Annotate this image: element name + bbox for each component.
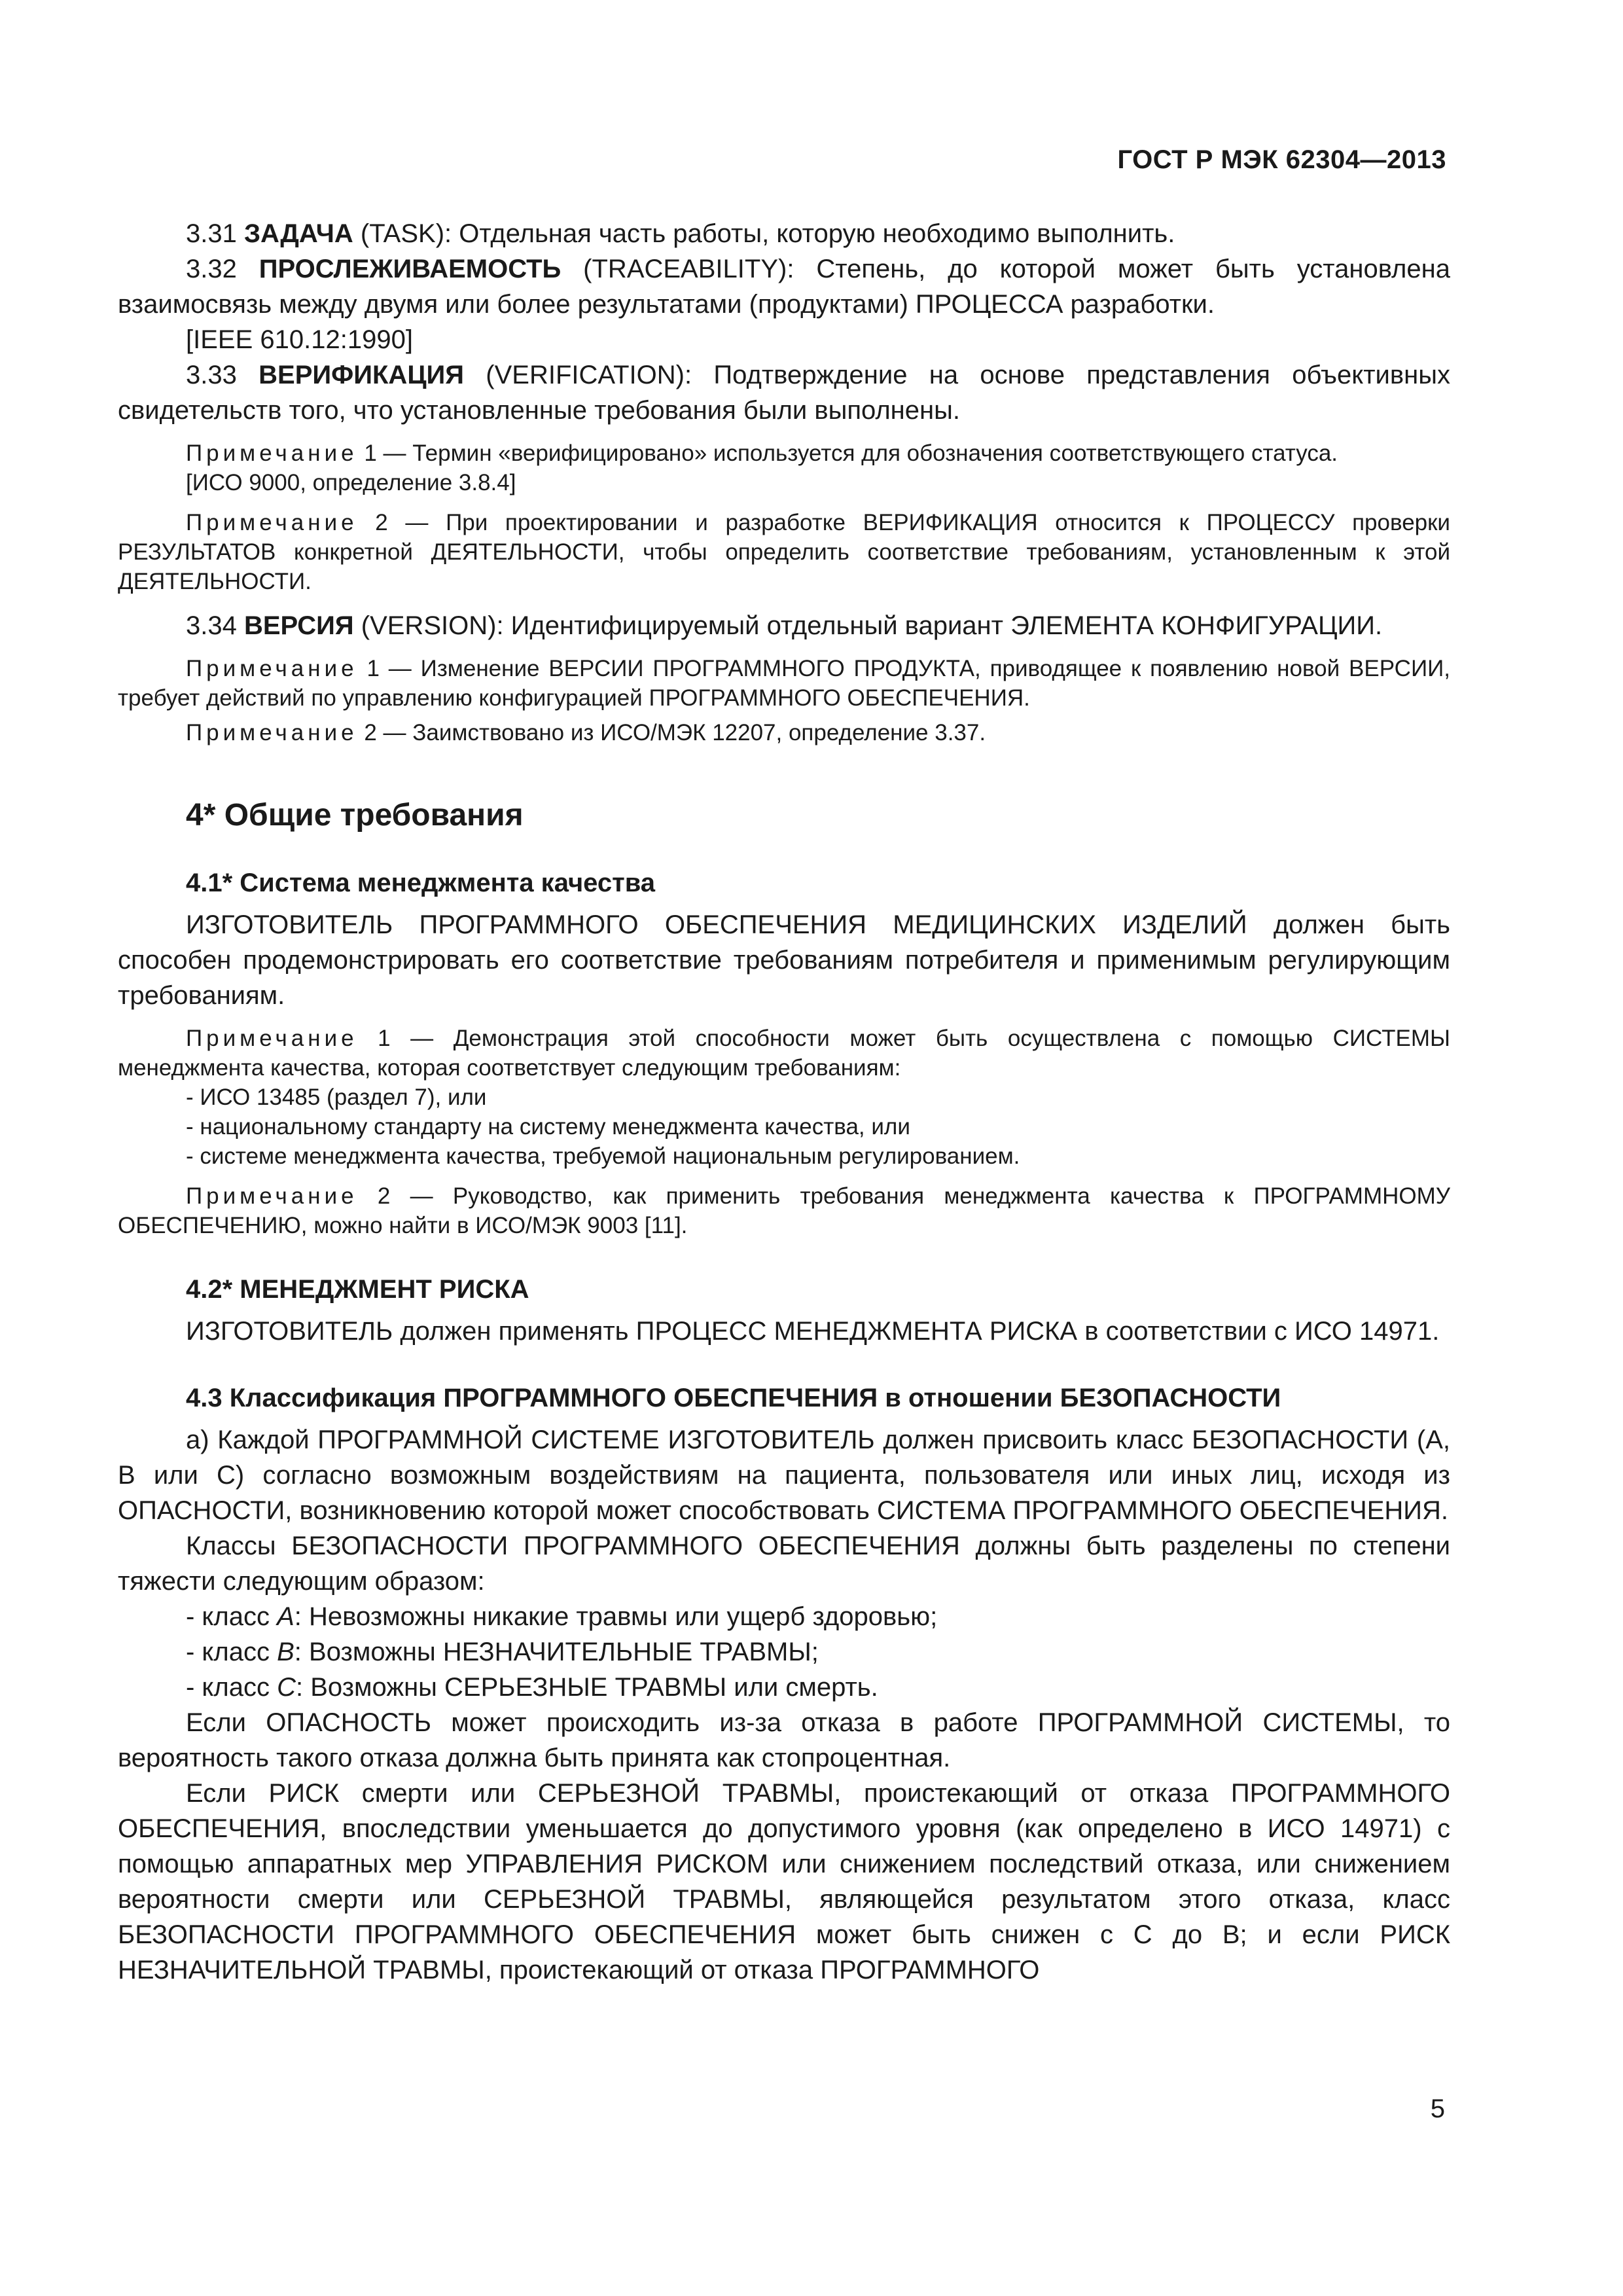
note-text [118, 439, 1450, 468]
term-3-32 [118, 251, 1450, 322]
term-name: ВЕРИФИКАЦИЯ [259, 361, 465, 389]
note-text [118, 1181, 1450, 1240]
note [118, 439, 1450, 497]
note-label: Примечание [186, 1026, 358, 1051]
note-body: 1 — Демонстрация этой способности может быть осуществлена с помощью СИСТЕМЫ менеджмента качества, которая соответствует следующим требованиям: [118, 1026, 1450, 1081]
class-letter: A [277, 1602, 294, 1631]
term-number: 3.31 [186, 219, 237, 248]
note-body: 2 — Заимствовано из ИСО/МЭК 12207, определение 3.37. [357, 720, 986, 745]
note-body: 1 — Изменение ВЕРСИИ ПРОГРАММНОГО ПРОДУКТА, приводящее к появлению новой ВЕРСИИ, требует действий по управлению конфигурацией ПРОГРАММНОГО ОБЕСПЕЧЕНИЯ. [118, 656, 1450, 711]
note [118, 508, 1450, 596]
class-letter: B [277, 1638, 294, 1666]
term-english: (TASK) [360, 219, 445, 248]
term-definition: : Подтверждение на основе представления объективных свидетельств того, что установленные требования были выполнены. [118, 361, 1450, 425]
class-prefix: - класс [186, 1638, 277, 1666]
class-list-item [118, 1670, 1450, 1705]
paragraph: ИЗГОТОВИТЕЛЬ должен применять ПРОЦЕСС МЕНЕДЖМЕНТА РИСКА в соответствии с ИСО 14971. [186, 1317, 1440, 1346]
note-body: 2 — При проектировании и разработке ВЕРИФИКАЦИЯ относится к ПРОЦЕССУ проверки РЕЗУЛЬТАТОВ конкретной ДЕЯТЕЛЬНОСТИ, чтобы определить соответствие требованиям, установленным к этой ДЕЯТЕЛЬНОСТИ. [118, 510, 1450, 594]
class-description: : Возможны НЕЗНАЧИТЕЛЬНЫЕ ТРАВМЫ; [294, 1638, 819, 1666]
note-text [118, 654, 1450, 713]
class-prefix: - класс [186, 1602, 277, 1631]
note [118, 718, 1450, 747]
paragraph: а) Каждой ПРОГРАММНОЙ СИСТЕМЕ ИЗГОТОВИТЕЛЬ должен присвоить класс БЕЗОПАСНОСТИ (A, B или C) согласно возможным воздействиям на пациента, пользователя или иных лиц, исходя из ОПАСНОСТИ, возникновению которой может способствовать СИСТЕМА ПРОГРАММНОГО ОБЕСПЕЧЕНИЯ. [118, 1426, 1450, 1525]
note-list-item: - национальному стандарту на систему менеджмента качества, или [186, 1114, 910, 1139]
term-number: 3.32 [186, 255, 237, 283]
note [118, 654, 1450, 713]
note-text [118, 718, 1450, 747]
term-definition: : Степень, до которой может быть установлена взаимосвязь между двумя или более результатами (продуктами) ПРОЦЕССА разработки. [118, 255, 1450, 319]
term-name: ВЕРСИЯ [243, 611, 354, 640]
term-3-33 [118, 357, 1450, 428]
class-description: : Возможны СЕРЬЕЗНЫЕ ТРАВМЫ или смерть. [295, 1673, 878, 1702]
paragraph: Классы БЕЗОПАСНОСТИ ПРОГРАММНОГО ОБЕСПЕЧЕНИЯ должны быть разделены по степени тяжести следующим образом: [118, 1532, 1450, 1596]
term-definition: : Идентифицируемый отдельный вариант ЭЛЕМЕНТА КОНФИГУРАЦИИ. [496, 611, 1383, 640]
section-heading: 4* Общие требования [186, 798, 524, 833]
note [118, 1181, 1450, 1240]
term-definition: : Отдельная часть работы, которую необходимо выполнить. [444, 219, 1175, 248]
paragraph: Если ОПАСНОСТЬ может происходить из-за отказа в работе ПРОГРАММНОЙ СИСТЕМЫ, то вероятность такого отказа должна быть принята как стопроцентная. [118, 1708, 1450, 1772]
paragraph: Если РИСК смерти или СЕРЬЕЗНОЙ ТРАВМЫ, проистекающий от отказа ПРОГРАММНОГО ОБЕСПЕЧЕНИЯ, впоследствии уменьшается до допустимого уровня (как определено в ИСО 14971) с помощью аппаратных мер УПРАВЛЕНИЯ РИСКОМ или снижением последствий отказа, или снижением вероятности смерти или СЕРЬЕЗНОЙ ТРАВМЫ, являющейся результатом этого отказа, класс БЕЗОПАСНОСТИ ПРОГРАММНОГО ОБЕСПЕЧЕНИЯ может быть снижен с C до B; и если РИСК НЕЗНАЧИТЕЛЬНОЙ ТРАВМЫ, проистекающий от отказа ПРОГРАММНОГО [118, 1779, 1450, 1984]
term-english: (VERIFICATION) [486, 361, 685, 389]
subsection-heading: 4.1* Система менеджмента качества [186, 869, 656, 897]
note-list-item: - системе менеджмента качества, требуемой национальным регулированием. [186, 1143, 1020, 1169]
note-reference: [ИСО 9000, определение 3.8.4] [186, 470, 516, 495]
class-list-item [118, 1599, 1450, 1634]
class-list-item [118, 1634, 1450, 1670]
term-name: ПРОСЛЕЖИВАЕМОСТЬ [259, 255, 562, 283]
note [118, 1024, 1450, 1171]
subsection-heading: 4.2* МЕНЕДЖМЕНТ РИСКА [186, 1275, 529, 1304]
note-body: 1 — Термин «верифицировано» используется для обозначения соответствующего статуса. [357, 440, 1338, 466]
term-english: (VERSION) [361, 611, 497, 640]
note-label: Примечание [186, 1183, 358, 1209]
class-description: : Невозможны никакие травмы или ущерб здоровью; [294, 1602, 938, 1631]
subsection-heading: 4.3 Классификация ПРОГРАММНОГО ОБЕСПЕЧЕНИЯ в отношении БЕЗОПАСНОСТИ [186, 1384, 1281, 1412]
class-letter: C [277, 1673, 296, 1702]
page-body [118, 216, 1450, 1988]
standard-designation: ГОСТ Р МЭК 62304—2013 [1117, 145, 1446, 174]
class-prefix: - класс [186, 1673, 277, 1702]
term-name: ЗАДАЧА [243, 219, 353, 248]
page-number: 5 [1430, 2094, 1445, 2123]
term-number: 3.34 [186, 611, 237, 640]
term-reference: [IEEE 610.12:1990] [186, 325, 413, 354]
note-list-item: - ИСО 13485 (раздел 7), или [186, 1085, 487, 1110]
term-3-34 [118, 608, 1450, 643]
term-number: 3.33 [186, 361, 237, 389]
note-text [118, 1024, 1450, 1083]
term-3-31 [118, 216, 1450, 251]
note-text [118, 508, 1450, 596]
paragraph: ИЗГОТОВИТЕЛЬ ПРОГРАММНОГО ОБЕСПЕЧЕНИЯ МЕДИЦИНСКИХ ИЗДЕЛИЙ должен быть способен продемонстрировать его соответствие требованиям потребителя и применимым регулирующим требованиям. [118, 910, 1450, 1010]
term-english: (TRACEABILITY) [583, 255, 787, 283]
note-label: Примечание [186, 720, 358, 745]
note-label: Примечание [186, 440, 358, 466]
note-label: Примечание [186, 656, 358, 681]
note-label: Примечание [186, 510, 358, 535]
note-body: 2 — Руководство, как применить требования менеджмента качества к ПРОГРАММНОМУ ОБЕСПЕЧЕНИЮ, можно найти в ИСО/МЭК 9003 [11]. [118, 1183, 1450, 1238]
